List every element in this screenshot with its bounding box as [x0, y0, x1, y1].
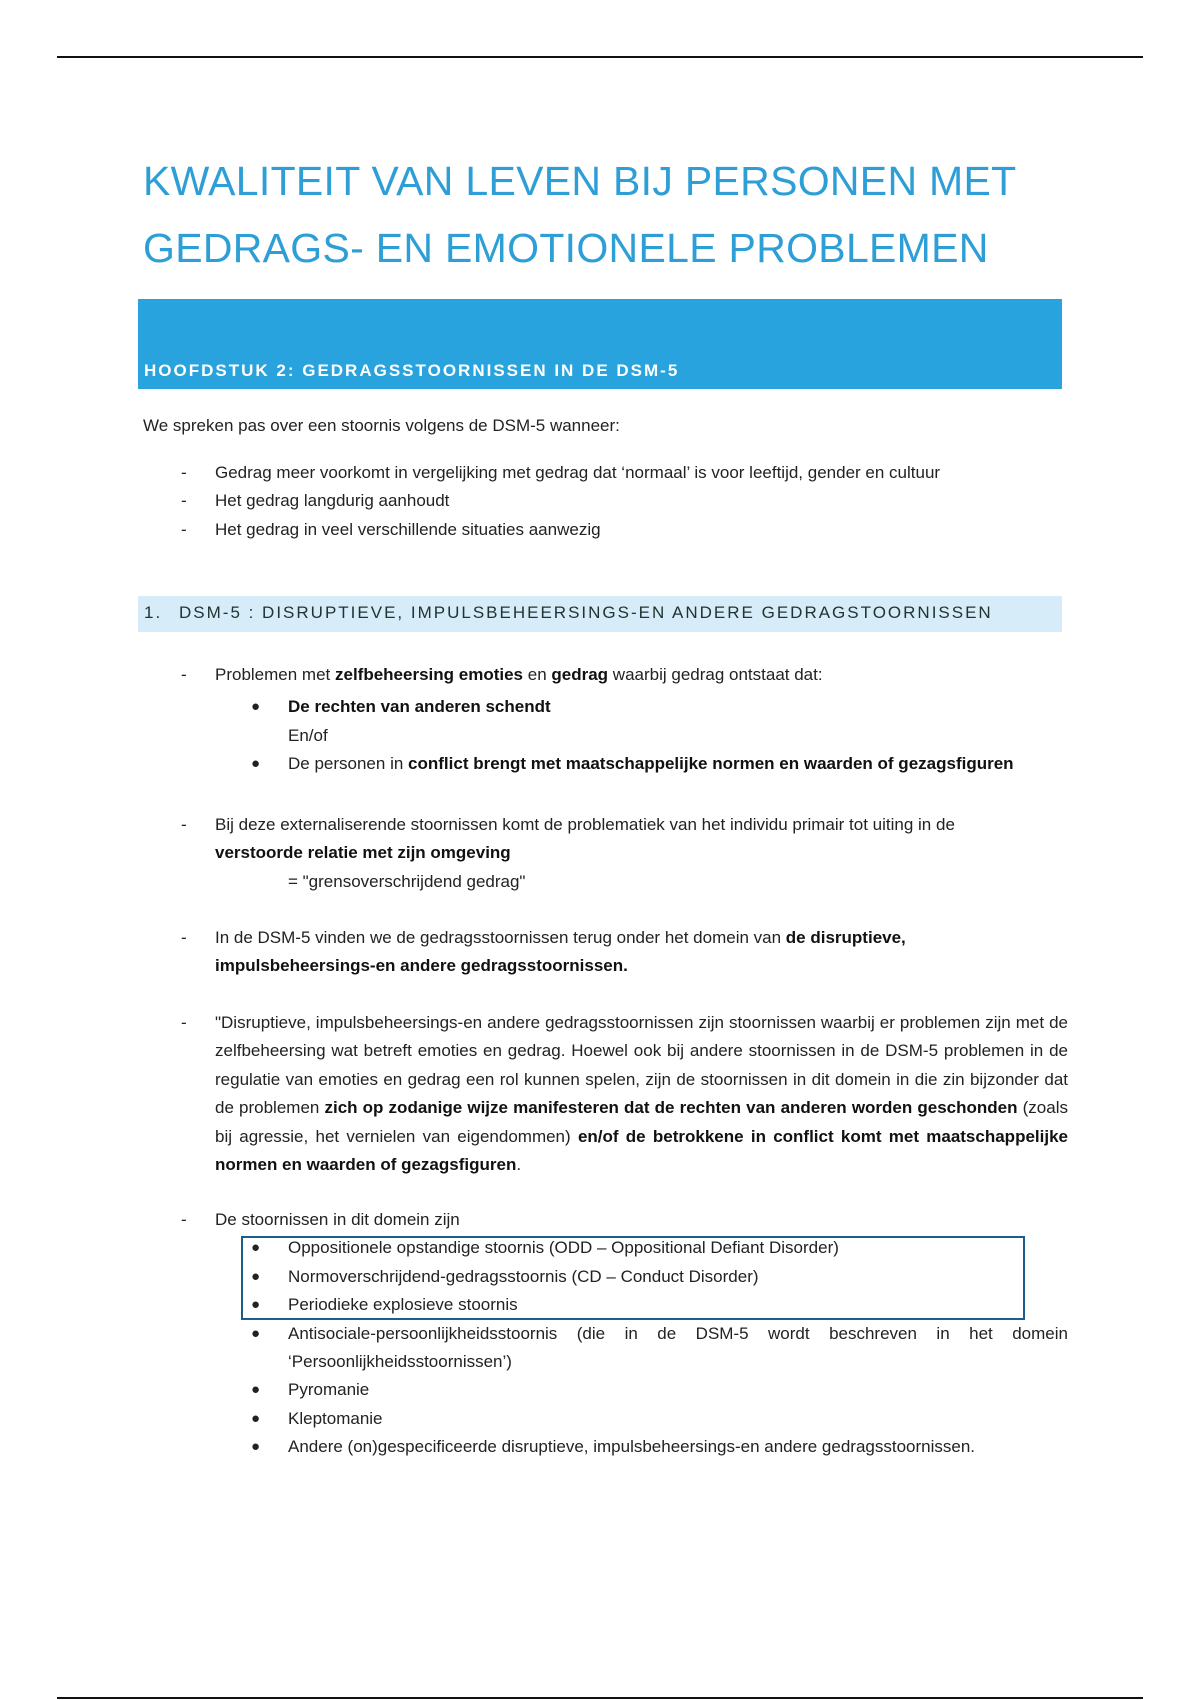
- text-run: waarbij gedrag ontstaat dat:: [608, 665, 823, 684]
- disorder-list: [143, 1234, 1068, 1461]
- bullet-marker: ●: [251, 1381, 261, 1399]
- paragraph-quote: [143, 1009, 1068, 1179]
- and-or-line: En/of: [288, 725, 328, 745]
- dash-marker: -: [181, 519, 187, 539]
- bullet-item: [143, 693, 1068, 721]
- chapter-title: HOOFDSTUK 2: GEDRAGSSTOORNISSEN IN DE DSM-5: [144, 361, 680, 380]
- title-line-1: KWALITEIT VAN LEVEN BIJ PERSONEN MET: [143, 158, 1017, 204]
- paragraph-externalizing: [143, 811, 1068, 896]
- bold-run: en/of de betrokkene in conflict komt met maatschappelijke normen en waarden of gezagsfiguren: [215, 1126, 1068, 1175]
- bold-run: De rechten van anderen schendt: [288, 697, 551, 717]
- text-run: .: [516, 1155, 522, 1175]
- bold-run: impulsbeheersings-en andere gedragsstoornissen.: [215, 956, 628, 976]
- text-run: In de DSM-5 vinden we de gedragsstoornissen terug onder het domein van: [215, 928, 786, 947]
- paragraph-line: [143, 661, 1068, 689]
- dash-marker: -: [181, 815, 187, 834]
- dash-marker: -: [181, 1013, 187, 1032]
- paragraph-domain: [143, 924, 1068, 981]
- disorder-item: [143, 1320, 1068, 1377]
- bullet-marker: ●: [251, 1438, 261, 1456]
- disorder-text: Andere (on)gespecificeerde disruptieve, impulsbeheersings-en andere gedragsstoornissen.: [288, 1437, 976, 1457]
- document-title: [143, 148, 1073, 282]
- bold-run: gedrag: [551, 665, 609, 684]
- text-run: "Disruptieve, impulsbeheersings-en andere gedragsstoornissen zijn stoornissen waarbij er problemen zijn met de zelfbeheersing wat betreft emoties en gedrag. Hoewel ook bij andere stoornissen in de DSM-5 problemen in de regulatie van emoties en gedrag een rol kunnen spelen, zijn de stoornissen in dit domein in die zin bijzonder dat de problemen: [215, 1013, 1068, 1118]
- criteria-list: [143, 459, 1068, 544]
- bold-run: zelfbeheersing emoties: [335, 665, 524, 684]
- paragraph-self-control: [143, 661, 1068, 779]
- criteria-text: Het gedrag in veel verschillende situaties aanwezig: [215, 519, 601, 539]
- dash-marker: -: [181, 491, 187, 511]
- bold-run: verstoorde relatie met zijn omgeving: [215, 843, 511, 863]
- text-run: Problemen met: [215, 665, 335, 684]
- text-run: De stoornissen in dit domein zijn: [215, 1210, 460, 1229]
- disorder-text: Kleptomanie: [288, 1408, 383, 1428]
- bold-run: conflict brengt met maatschappelijke normen en waarden of gezagsfiguren: [408, 754, 1014, 774]
- disorder-item: [143, 1263, 1068, 1291]
- bullet-marker: ●: [251, 1324, 261, 1342]
- section-title: DSM-5 : DISRUPTIEVE, IMPULSBEHEERSINGS-EN ANDERE GEDRAGSTOORNISSEN: [179, 603, 993, 622]
- quote-line: = "grensoverschrijdend gedrag": [288, 871, 526, 891]
- bullet-list: [143, 693, 1068, 778]
- title-line-2: GEDRAGS- EN EMOTIONELE PROBLEMEN: [143, 225, 989, 271]
- disorder-item: [143, 1433, 1068, 1461]
- criteria-text: Gedrag meer voorkomt in vergelijking met gedrag dat ‘normaal’ is voor leeftijd, gender en cultuur: [215, 463, 941, 482]
- criteria-text: Het gedrag langdurig aanhoudt: [215, 491, 450, 511]
- paragraph-line: [143, 811, 1068, 868]
- bullet-marker: ●: [251, 698, 261, 716]
- section-heading-bar: [138, 596, 1062, 632]
- section-number: 1.: [144, 603, 163, 622]
- disorder-item: [143, 1405, 1068, 1433]
- text-run: De personen in: [288, 754, 409, 774]
- criteria-item: [143, 487, 1068, 515]
- text-run: Bij deze externaliserende stoornissen komt de problematiek van het individu primair tot uiting in de: [215, 815, 955, 834]
- text-run: en: [523, 665, 552, 684]
- chapter-heading-bar: [138, 299, 1062, 389]
- top-rule: [57, 56, 1143, 58]
- bottom-rule: [57, 1697, 1143, 1699]
- disorder-text: Periodieke explosieve stoornis: [288, 1295, 518, 1315]
- paragraph-line: [143, 924, 1068, 981]
- dash-marker: -: [181, 665, 187, 684]
- disorder-item: [143, 1234, 1068, 1262]
- bullet-item: [143, 750, 1068, 778]
- bold-run: de disruptieve,: [785, 928, 906, 947]
- dash-marker: -: [181, 928, 187, 947]
- paragraph-disorders: [143, 1206, 1068, 1462]
- paragraph-line: [143, 1206, 1068, 1234]
- bullet-marker: ●: [251, 1409, 261, 1427]
- bullet-marker: ●: [251, 1267, 261, 1285]
- disorder-text: Normoverschrijdend-gedragsstoornis (CD – Conduct Disorder): [288, 1266, 759, 1286]
- paragraph-line: [143, 1009, 1068, 1179]
- disorder-item: [143, 1376, 1068, 1404]
- disorder-text: Pyromanie: [288, 1380, 370, 1400]
- bullet-marker: ●: [251, 1296, 261, 1314]
- disorder-text: Oppositionele opstandige stoornis (ODD – Oppositional Defiant Disorder): [288, 1238, 839, 1258]
- criteria-item: [143, 459, 1068, 487]
- bullet-marker: ●: [251, 755, 261, 773]
- intro-paragraph: We spreken pas over een stoornis volgens de DSM-5 wanneer:: [143, 416, 620, 435]
- criteria-item: [143, 516, 1068, 544]
- dash-marker: -: [181, 463, 187, 482]
- disorder-text: Antisociale-persoonlijkheidsstoornis (die in de DSM-5 wordt beschreven in het domein ‘Persoonlijkheidsstoornissen’): [288, 1323, 1068, 1372]
- bullet-marker: ●: [251, 1239, 261, 1257]
- bold-run: zich op zodanige wijze manifesteren dat de rechten van anderen worden geschonden: [324, 1098, 1018, 1118]
- text-run: (zoals bij agressie, het vernielen van eigendommen): [215, 1098, 1068, 1146]
- disorder-item: [143, 1291, 1068, 1319]
- dash-marker: -: [181, 1210, 187, 1229]
